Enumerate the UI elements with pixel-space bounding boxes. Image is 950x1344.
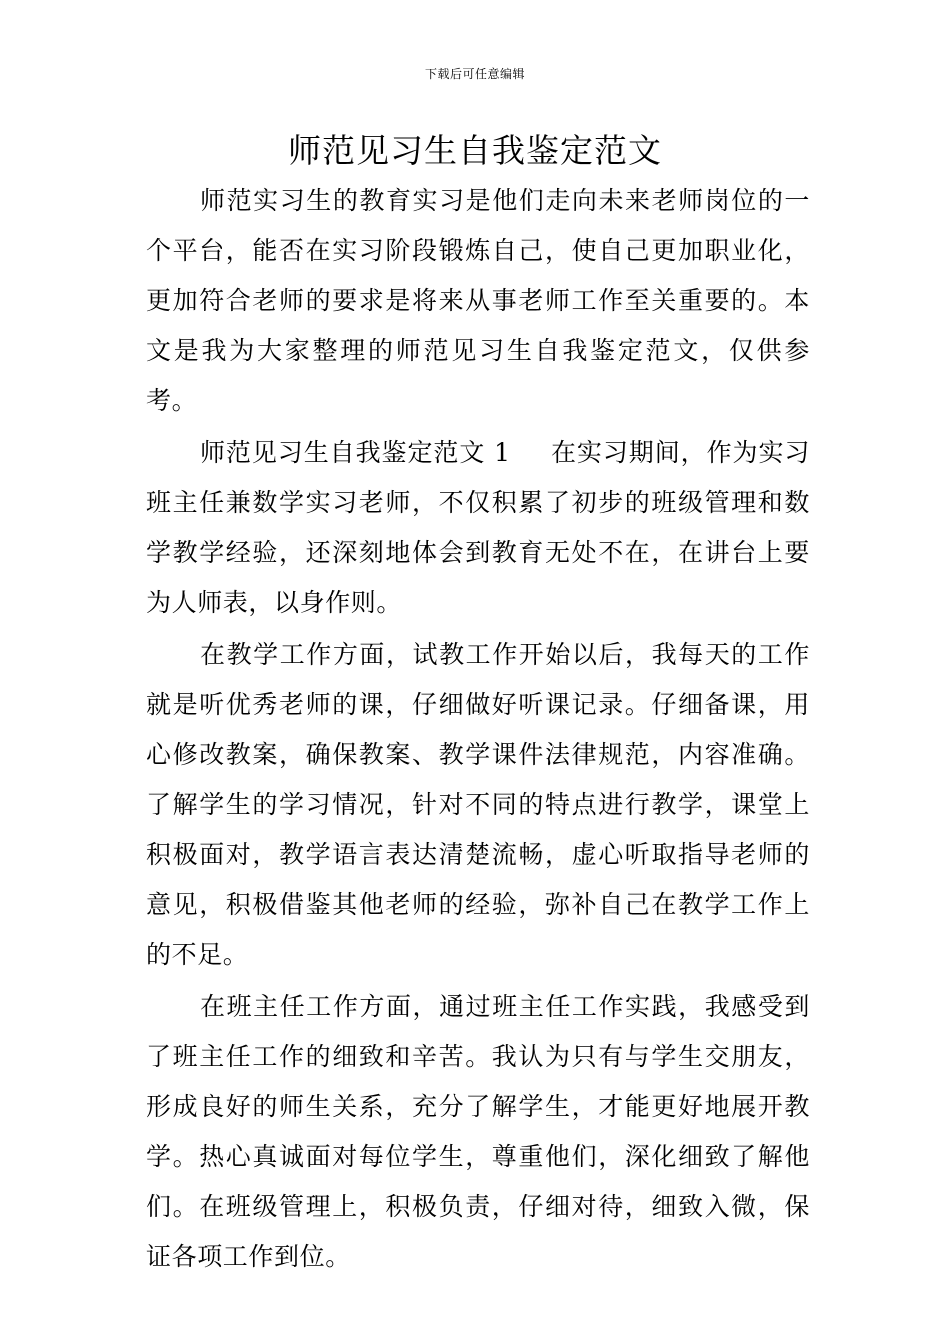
document-title: 师范见习生自我鉴定范文 — [288, 131, 662, 170]
section-label: 师范见习生自我鉴定范文 1 — [200, 438, 511, 467]
document-body — [146, 176, 810, 1282]
teaching-paragraph: 在教学工作方面，试教工作开始以后，我每天的工作就是听优秀老师的课，仔细做好听课记录。仔细备课，用心修改教案，确保教案、教学课件法律规范，内容准确。了解学生的学习情况，针对不同的特点进行教学，课堂上积极面对，教学语言表达清楚流畅，虚心听取指导老师的意见，积极借鉴其他老师的经验，弥补自己在教学工作上的不足。 — [146, 640, 810, 969]
section-lead-text: 在实习期间，作为实习班主任兼数学实习老师，不仅积累了初步的班级管理和数学教学经验，还深刻地体会到教育无处不在，在讲台上要为人师表，以身作则。 — [146, 438, 810, 617]
section-1-paragraph — [146, 428, 810, 628]
intro-paragraph: 师范实习生的教育实习是他们走向未来老师岗位的一个平台，能否在实习阶段锻炼自己，使自己更加职业化，更加符合老师的要求是将来从事老师工作至关重要的。本文是我为大家整理的师范见习生自我鉴定范文，仅供参考。 — [146, 186, 810, 415]
class-teacher-paragraph: 在班主任工作方面，通过班主任工作实践，我感受到了班主任工作的细致和辛苦。我认为只有与学生交朋友，形成良好的师生关系，充分了解学生，才能更好地展开教学。热心真诚面对每位学生，尊重他们，深化细致了解他们。在班级管理上，积极负责，仔细对待，细致入微，保证各项工作到位。 — [146, 992, 810, 1271]
header-note: 下载后可任意编辑 — [424, 67, 525, 81]
